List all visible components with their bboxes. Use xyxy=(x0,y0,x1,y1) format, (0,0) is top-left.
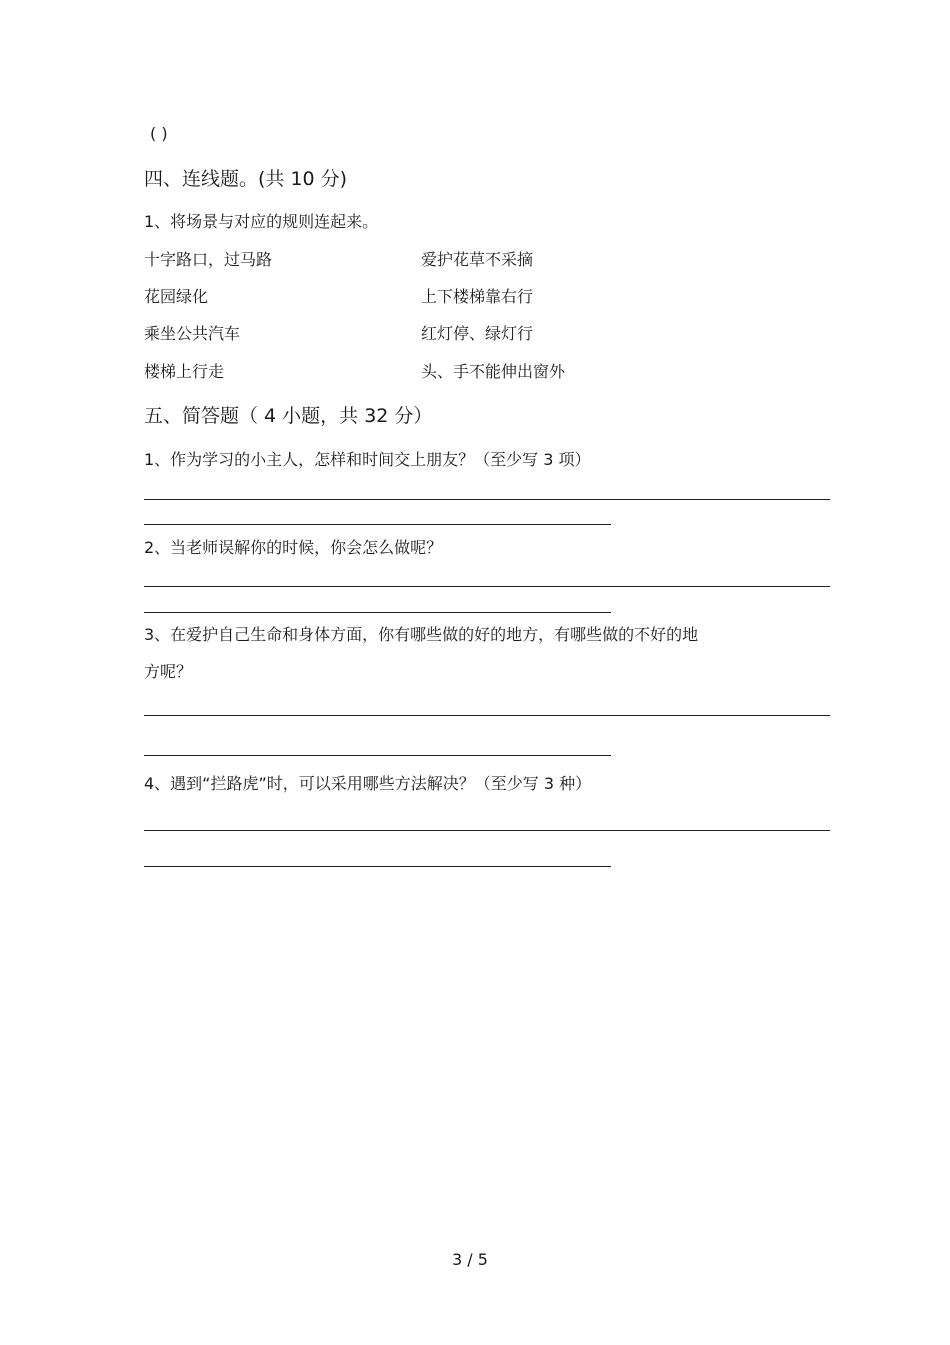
page-number: 3 / 5 xyxy=(452,1250,488,1269)
section-4-heading: 四、连线题。(共 10 分) xyxy=(144,168,348,190)
scene-item: 花园绿化 xyxy=(144,287,209,306)
answer-line[interactable] xyxy=(144,524,611,525)
scene-item: 乘坐公共汽车 xyxy=(144,324,241,343)
short-answer-question-4: 4、遇到“拦路虎”时，可以采用哪些方法解决？（至少写 3 种） xyxy=(144,774,592,793)
answer-line[interactable] xyxy=(144,612,611,613)
rule-item: 头、手不能伸出窗外 xyxy=(421,362,566,381)
rule-item: 上下楼梯靠右行 xyxy=(421,287,534,306)
answer-line[interactable] xyxy=(144,755,611,756)
answer-line[interactable] xyxy=(144,866,611,867)
section-5-heading: 五、简答题（ 4 小题，共 32 分） xyxy=(144,405,433,427)
answer-line[interactable] xyxy=(144,830,830,831)
scene-item: 楼梯上行走 xyxy=(144,362,225,381)
answer-blank-parentheses: ( ) xyxy=(150,124,168,143)
short-answer-question-1: 1、作为学习的小主人，怎样和时间交上朋友？（至少写 3 项） xyxy=(144,450,591,469)
short-answer-question-3-continued: 方呢？ xyxy=(144,662,193,681)
rule-item: 红灯停、绿灯行 xyxy=(421,324,534,343)
short-answer-question-3: 3、在爱护自己生命和身体方面，你有哪些做的好的地方，有哪些做的不好的地 xyxy=(144,625,699,644)
answer-line[interactable] xyxy=(144,586,830,587)
answer-line[interactable] xyxy=(144,715,830,716)
scene-item: 十字路口，过马路 xyxy=(144,250,273,269)
rule-item: 爱护花草不采摘 xyxy=(421,250,534,269)
question-4-1: 1、将场景与对应的规则连起来。 xyxy=(144,212,379,231)
answer-line[interactable] xyxy=(144,499,830,500)
short-answer-question-2: 2、当老师误解你的时候，你会怎么做呢？ xyxy=(144,538,443,557)
